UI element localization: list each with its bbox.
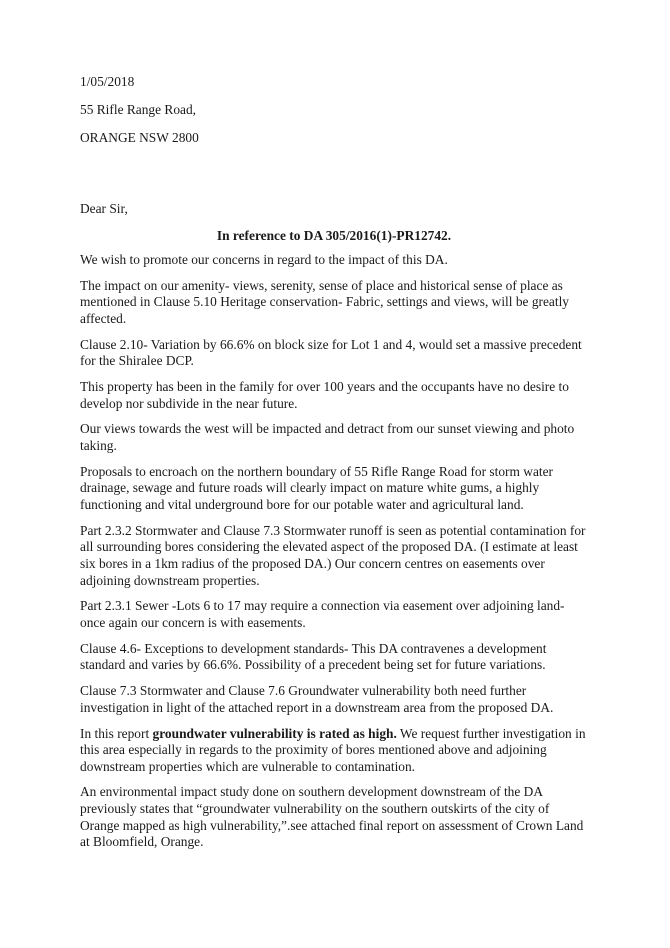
paragraph-sewer: Part 2.3.1 Sewer -Lots 6 to 17 may require a connection via easement over adjoining land- once again our concern is with easements.: [80, 598, 565, 630]
paragraph-amenity: The impact on our amenity- views, serenity, sense of place and historical sense of place as mentioned in Clause 5.10 Heritage conservation- Fabric, settings and views, will be greatly affected.: [80, 277, 570, 326]
paragraph-family-property: This property has been in the family for over 100 years and the occupants have no desire to develop nor subdivide in the near future.: [80, 379, 569, 411]
subject-heading: In reference to DA 305/2016(1)-PR12742.: [216, 228, 452, 244]
salutation: Dear Sir,: [80, 200, 128, 216]
paragraph-environmental-study: An environmental impact study done on southern development downstream of the DA previously states that “groundwater vulnerability on the southern outskirts of the city of Orange mapped as high vulnerability,”.see attached final report on assessment of Crown Land at Bloomfield, Orange.: [80, 784, 584, 850]
report-prefix: In this report: [80, 725, 153, 741]
paragraph-clause-4-6: Clause 4.6- Exceptions to development standards- This DA contravenes a development standard and varies by 66.6%. Possibility of a precedent being set for future variations.: [80, 640, 547, 673]
letter-date: 1/05/2018: [80, 74, 135, 89]
report-emphasis: groundwater vulnerability is rated as high.: [152, 725, 397, 741]
paragraph-northern-boundary: Proposals to encroach on the northern boundary of 55 Rifle Range Road for storm water drainage, sewage and future roads will clearly impact on mature white gums, a highly functioning and vital underground bore for our potable water and agricultural land.: [80, 463, 554, 513]
paragraph-clause-2-10: Clause 2.10- Variation by 66.6% on block size for Lot 1 and 4, would set a massive precedent for the Shiralee DCP.: [80, 336, 582, 369]
paragraph-clause-7-3: Clause 7.3 Stormwater and Clause 7.6 Groundwater vulnerability both need further investigation in light of the attached report in a downstream area from the proposed DA.: [80, 683, 554, 715]
paragraph-report: [80, 726, 588, 776]
paragraph-stormwater: Part 2.3.2 Stormwater and Clause 7.3 Stormwater runoff is seen as potential contamination for all surrounding bores considering the elevated aspect of the proposed DA. (I estimate at least six bores in a 1km radius of the proposed DA.) Our concern centres on easements over adjoining downstream properties.: [80, 522, 586, 588]
report-suffix: We request further investigation in this area especially in regards to the proximity of bores mentioned above and adjoining downstream properties which are vulnerable to contamination.: [80, 725, 586, 774]
paragraph-intro: We wish to promote our concerns in regard to the impact of this DA.: [80, 251, 448, 267]
paragraph-views: Our views towards the west will be impacted and detract from our sunset viewing and photo taking.: [80, 421, 575, 454]
address-line-town: ORANGE NSW 2800: [80, 130, 199, 146]
letter-body: [80, 74, 588, 860]
address-line-street: 55 Rifle Range Road,: [80, 102, 197, 118]
